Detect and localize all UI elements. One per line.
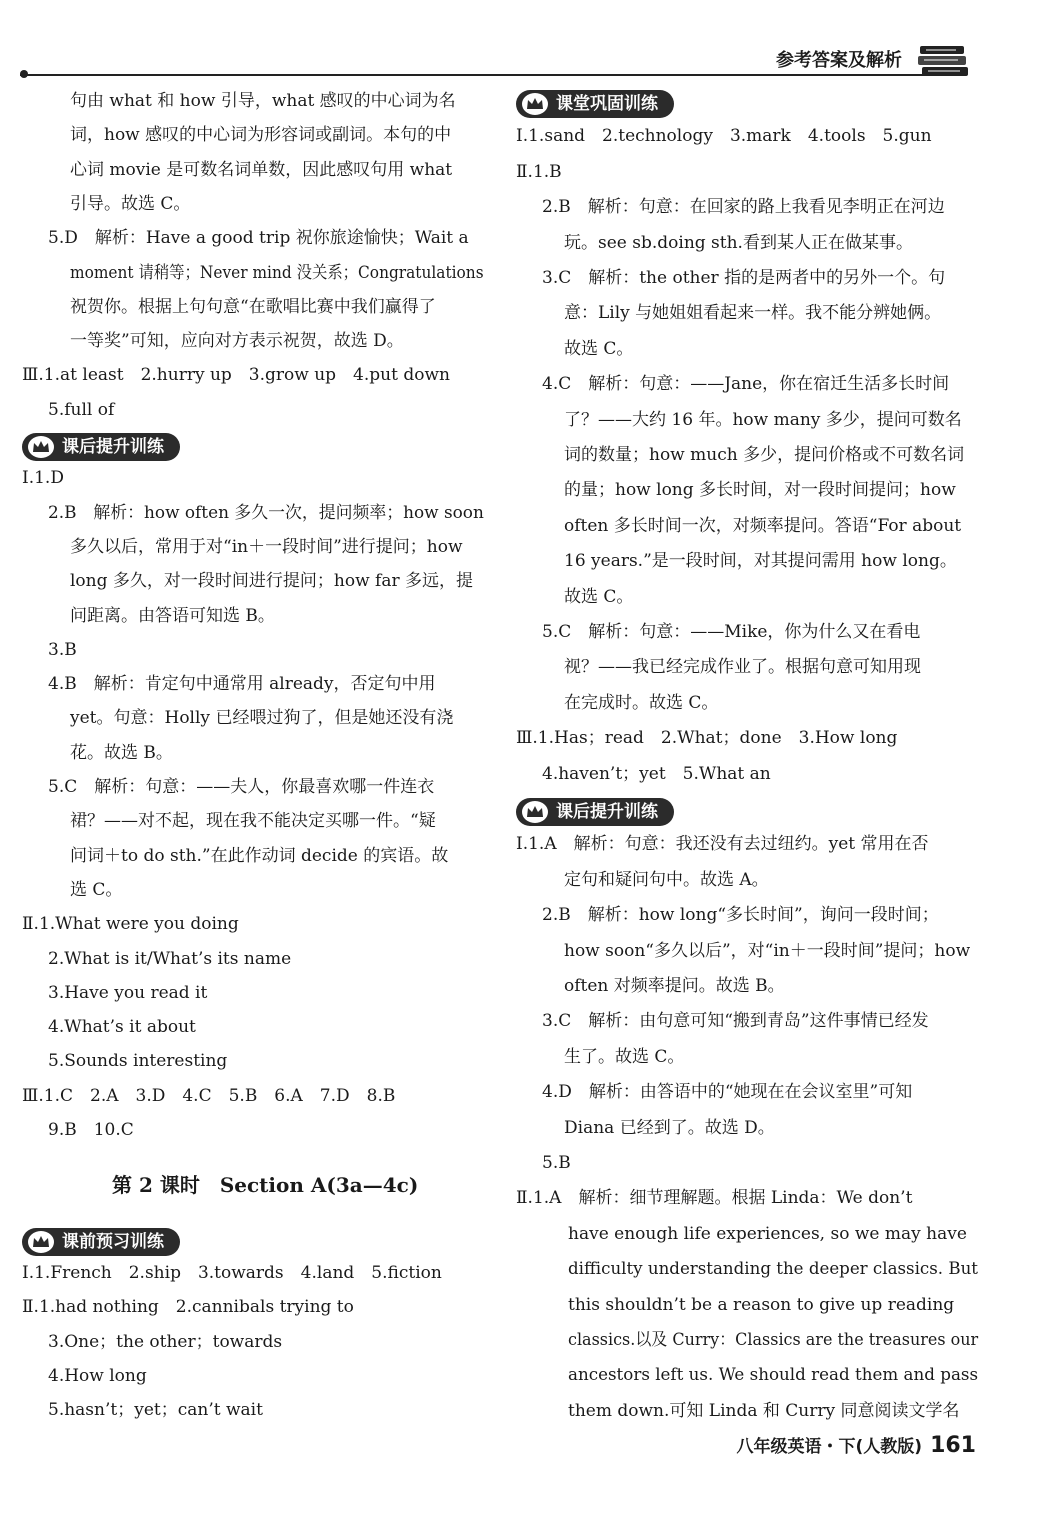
- crown-icon: [522, 801, 548, 823]
- answer-line: 5.full of: [48, 399, 115, 420]
- answer-line: 9.B 10.C: [48, 1120, 134, 1140]
- answer-line: Ⅰ.1.A 解析：句意：我还没有去过纽约。yet 常用在否: [516, 834, 929, 855]
- answer-line: 一等奖”可知，应向对方表示祝贺，故选 D。: [70, 331, 404, 352]
- answer-line: Ⅱ.1.A 解析：细节理解题。根据 Linda：We don’t: [516, 1188, 913, 1209]
- answer-line: Ⅰ.1.D: [22, 468, 64, 489]
- lesson-title: 第 2 课时 Section A(3a—4c): [112, 1173, 419, 1198]
- answer-line: Ⅱ.1.B: [516, 161, 562, 182]
- answer-line: 2.B 解析：how often 多久一次，提问频率；how soon: [48, 502, 484, 523]
- crown-icon: [28, 1231, 54, 1253]
- answer-line: 5.Sounds interesting: [48, 1051, 228, 1072]
- answer-line: 5.C 解析：句意：——夫人，你最喜欢哪一件连衣: [48, 777, 435, 797]
- answer-line: often 对频率提问。故选 B。: [564, 976, 785, 996]
- page-number: 161: [930, 1433, 976, 1458]
- answer-line: 3.C 解析：the other 指的是两者中的另外一个。句: [542, 268, 946, 288]
- header-title: 参考答案及解析: [770, 46, 908, 72]
- answer-line: long 多久，对一段时间进行提问；how far 多远，提: [70, 571, 474, 592]
- answer-line: 5.B: [542, 1153, 571, 1173]
- answer-line: 多久以后，常用于对“in＋一段时间”进行提问；how: [70, 536, 463, 557]
- answer-line: 2.B 解析：句意：在回家的路上我看见李明正在河边: [542, 197, 945, 218]
- answer-line: 16 years.”是一段时间，对其提问需用 how long。: [564, 551, 957, 572]
- answer-line: 词的数量；how much 多少，提问价格或不可数名词: [564, 445, 965, 465]
- answer-line: 5.hasn’t；yet；can’t wait: [48, 1400, 263, 1421]
- answer-line: this shouldn’t be a reason to give up reading: [568, 1294, 955, 1315]
- answer-line: Diana 已经到了。故选 D。: [564, 1117, 775, 1138]
- answer-line: 了？——大约 16 年。how many 多少，提问可数名: [564, 409, 962, 430]
- answer-line: 玩。see sb.doing sth.看到某人正在做某事。: [564, 232, 913, 253]
- header-rule: [20, 74, 940, 76]
- answer-line: ancestors left us. We should read them and pass: [568, 1365, 979, 1386]
- answer-line: 5.D 解析：Have a good trip 祝你旅途愉快；Wait a: [48, 228, 469, 249]
- page-header: [20, 40, 980, 84]
- answer-line: 词，how 感叹的中心词为形容词或副词。本句的中: [70, 125, 452, 146]
- answer-line: Ⅱ.1.What were you doing: [22, 914, 239, 935]
- answer-line: 4.How long: [48, 1365, 147, 1386]
- answer-line: 选 C。: [70, 879, 123, 900]
- answer-line: Ⅰ.1.French 2.ship 3.towards 4.land 5.fiction: [22, 1262, 442, 1283]
- answer-line: moment 请稍等；Never mind 没关系；Congratulations: [70, 262, 484, 283]
- answer-line: Ⅲ.1.C 2.A 3.D 4.C 5.B 6.A 7.D 8.B: [22, 1085, 396, 1106]
- section-tag: [516, 798, 674, 826]
- answer-line: often 多长时间一次，对频率提问。答语“For about: [564, 515, 962, 536]
- answer-line: 花。故选 B。: [70, 742, 173, 763]
- answer-line: 意：Lily 与她姐姐看起来一样。我不能分辨她俩。: [564, 303, 942, 324]
- answer-line: 生了。故选 C。: [564, 1046, 685, 1067]
- answer-line: Ⅱ.1.had nothing 2.cannibals trying to: [22, 1297, 354, 1318]
- answer-line: Ⅲ.1.Has；read 2.What；done 3.How long: [516, 728, 898, 749]
- answer-line: 问距离。由答语可知选 B。: [70, 605, 275, 626]
- answer-line: 祝贺你。根据上句句意“在歌唱比赛中我们赢得了: [70, 296, 436, 317]
- answer-line: 裙？——对不起，现在我不能决定买哪一件。“疑: [70, 811, 436, 832]
- answer-line: 3.One；the other；towards: [48, 1331, 283, 1352]
- answer-line: 2.B 解析：how long“多长时间”，询问一段时间；: [542, 905, 939, 926]
- crown-icon: [522, 93, 548, 115]
- answer-line: Ⅲ.1.at least 2.hurry up 3.grow up 4.put down: [22, 365, 450, 386]
- answer-line: 问词＋to do sth.”在此作动词 decide 的宾语。故: [70, 845, 449, 866]
- answer-line: 4.What’s it about: [48, 1017, 196, 1038]
- crown-icon: [28, 436, 54, 458]
- answer-line: 的量；how long 多长时间，对一段时间提问；how: [564, 480, 956, 501]
- section-tag-label: 课后提升训练: [62, 437, 164, 457]
- books-icon: [916, 44, 972, 78]
- section-tag: [22, 1228, 180, 1256]
- answer-line: yet。句意：Holly 已经喂过狗了，但是她还没有浇: [70, 708, 454, 729]
- answer-line: 3.Have you read it: [48, 982, 208, 1003]
- answer-line: 定句和疑问句中。故选 A。: [564, 869, 769, 890]
- answer-line: 故选 C。: [564, 338, 634, 359]
- section-tag: [22, 433, 180, 461]
- section-tag: [516, 90, 674, 118]
- answer-line: 3.B: [48, 639, 77, 660]
- page-footer: [737, 1432, 976, 1458]
- answer-line: 4.haven’t；yet 5.What an: [542, 763, 771, 784]
- answer-line: 4.C 解析：句意：——Jane，你在宿迁生活多长时间: [542, 374, 950, 395]
- answer-line: Ⅰ.1.sand 2.technology 3.mark 4.tools 5.gun: [516, 126, 932, 147]
- answer-line: how soon“多久以后”，对“in＋一段时间”提问；how: [564, 940, 971, 961]
- answer-line: classics.以及 Curry：Classics are the treasures our: [568, 1330, 979, 1350]
- answer-line: 句由 what 和 how 引导，what 感叹的中心词为名: [70, 91, 456, 111]
- answer-line: 4.D 解析：由答语中的“她现在在会议室里”可知: [542, 1082, 913, 1103]
- answer-line: 4.B 解析：肯定句中通常用 already，否定句中用: [48, 674, 436, 695]
- header-rule-dot: [20, 70, 28, 78]
- answer-line: 引导。故选 C。: [70, 193, 191, 214]
- footer-book-title: 八年级英语・下(人教版): [736, 1437, 923, 1457]
- answer-line: 在完成时。故选 C。: [564, 692, 719, 713]
- answer-line: 5.C 解析：句意：——Mike，你为什么又在看电: [542, 622, 921, 642]
- answer-line: 故选 C。: [564, 586, 634, 607]
- section-tag-label: 课后提升训练: [556, 802, 658, 822]
- answer-line: 视？——我已经完成作业了。根据句意可知用现: [564, 657, 921, 678]
- answer-line: them down.可知 Linda 和 Curry 同意阅读文学名: [568, 1400, 960, 1421]
- section-tag-label: 课前预习训练: [62, 1231, 164, 1252]
- section-tag-label: 课堂巩固训练: [556, 94, 658, 114]
- answer-line: have enough life experiences, so we may have: [568, 1223, 967, 1244]
- answer-line: difficulty understanding the deeper classics. But: [568, 1259, 978, 1280]
- answer-line: 2.What is it/What’s its name: [48, 948, 292, 969]
- answer-line: 3.C 解析：由句意可知“搬到青岛”这件事情已经发: [542, 1011, 929, 1032]
- answer-line: 心词 movie 是可数名词单数，因此感叹句用 what: [70, 159, 453, 180]
